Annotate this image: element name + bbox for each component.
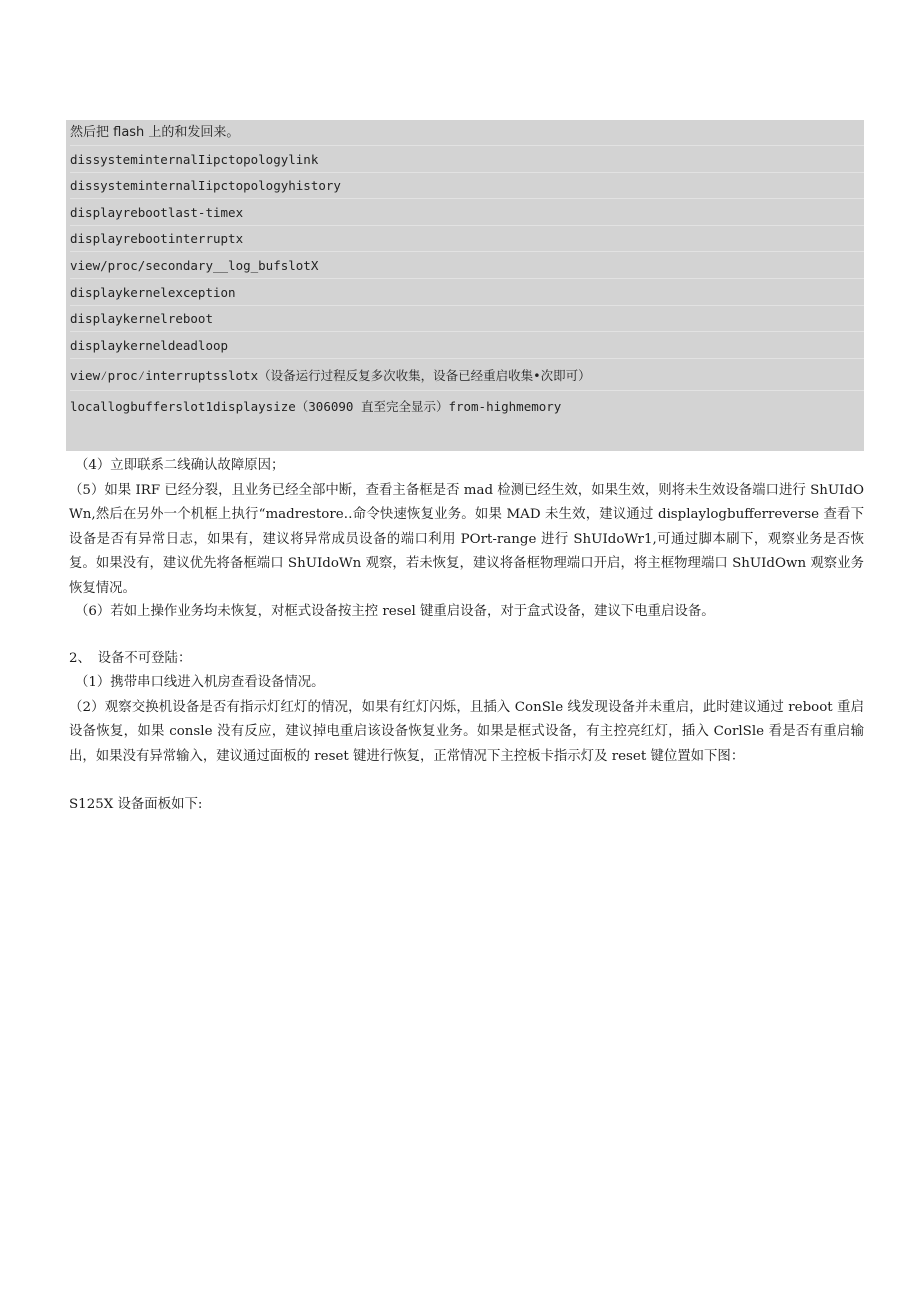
code-line-intro: 然后把 flash 上的和发回来。 (70, 120, 864, 146)
section-2-heading: 2、 设备不可登陆： (69, 651, 192, 666)
sub-step-2-paragraph: （2）观察交换机设备是否有指示灯红灯的情况，如果有红灯闪烁，且插入 ConSle 线发现设备并未重启，此时建议通过 reboot 重启设备恢复，如果 consle 没有反应，建议掉电重启该设备恢复业务。如果是框式设备，有主控亮红灯，插入 CorlSle 看是否有重启输出，如果没有异常输入，建议通过面板的 reset 键进行恢复，正常情况下主控板卡指示灯及 reset 键位置如下图： (69, 699, 864, 764)
sub-step-1-text: （1）携带串口线进入机房查看设备情况。 (75, 675, 325, 690)
code-line: displayrebootlast-timex (70, 200, 864, 226)
code-line: dissysteminternalIipctopologyhistory (70, 173, 864, 199)
code-line: displaykernelexception (70, 280, 864, 306)
code-line: locallogbufferslot1displaysize（306090 直至完全显示）from-highmemory (70, 399, 562, 414)
step-6-text: （6）若如上操作业务均未恢复，对框式设备按主控 resel 键重启设备，对于盒式设备，建议下电重启设备。 (75, 604, 715, 619)
step-4-text: （4）立即联系二线确认故障原因； (75, 458, 285, 473)
step-5-paragraph: （5）如果 IRF 已经分裂，且业务已经全部中断，查看主备框是否 mad 检测已经生效，如果生效，则将未生效设备端口进行 ShUIdOWn,然后在另外一个机框上执行“madrestore‥命令快速恢复业务。如果 MAD 未生效，建议通过 displaylogbufferreverse 查看下设备是否有异常日志，如果有，建议将异常成员设备的端口利用 POrt-range 进行 ShUIdoWr1,可通过脚本刷下，观察业务是否恢复。如果没有，建议优先将备框端口 ShUIdoWn 观察，若未恢复，建议将备框物理端口开启，将主框物理端口 ShUIdOwn 观察业务恢复情况。 (69, 482, 864, 596)
code-line: displaykernelreboot (70, 306, 864, 332)
code-line: dissysteminternalIipctopologylink (70, 147, 864, 173)
command-code-block (66, 120, 864, 451)
panel-caption: S125X 设备面板如下: (69, 797, 203, 812)
code-line: view/proc/secondary__log_bufslotX (70, 253, 864, 279)
code-line: displaykerneldeadloop (70, 333, 864, 359)
code-line: displayrebootinterruptx (70, 226, 864, 252)
code-line: view⁄proc⁄interruptsslotx（设备运行过程反复多次收集，设备已经重启收集•次即可） (70, 361, 864, 391)
